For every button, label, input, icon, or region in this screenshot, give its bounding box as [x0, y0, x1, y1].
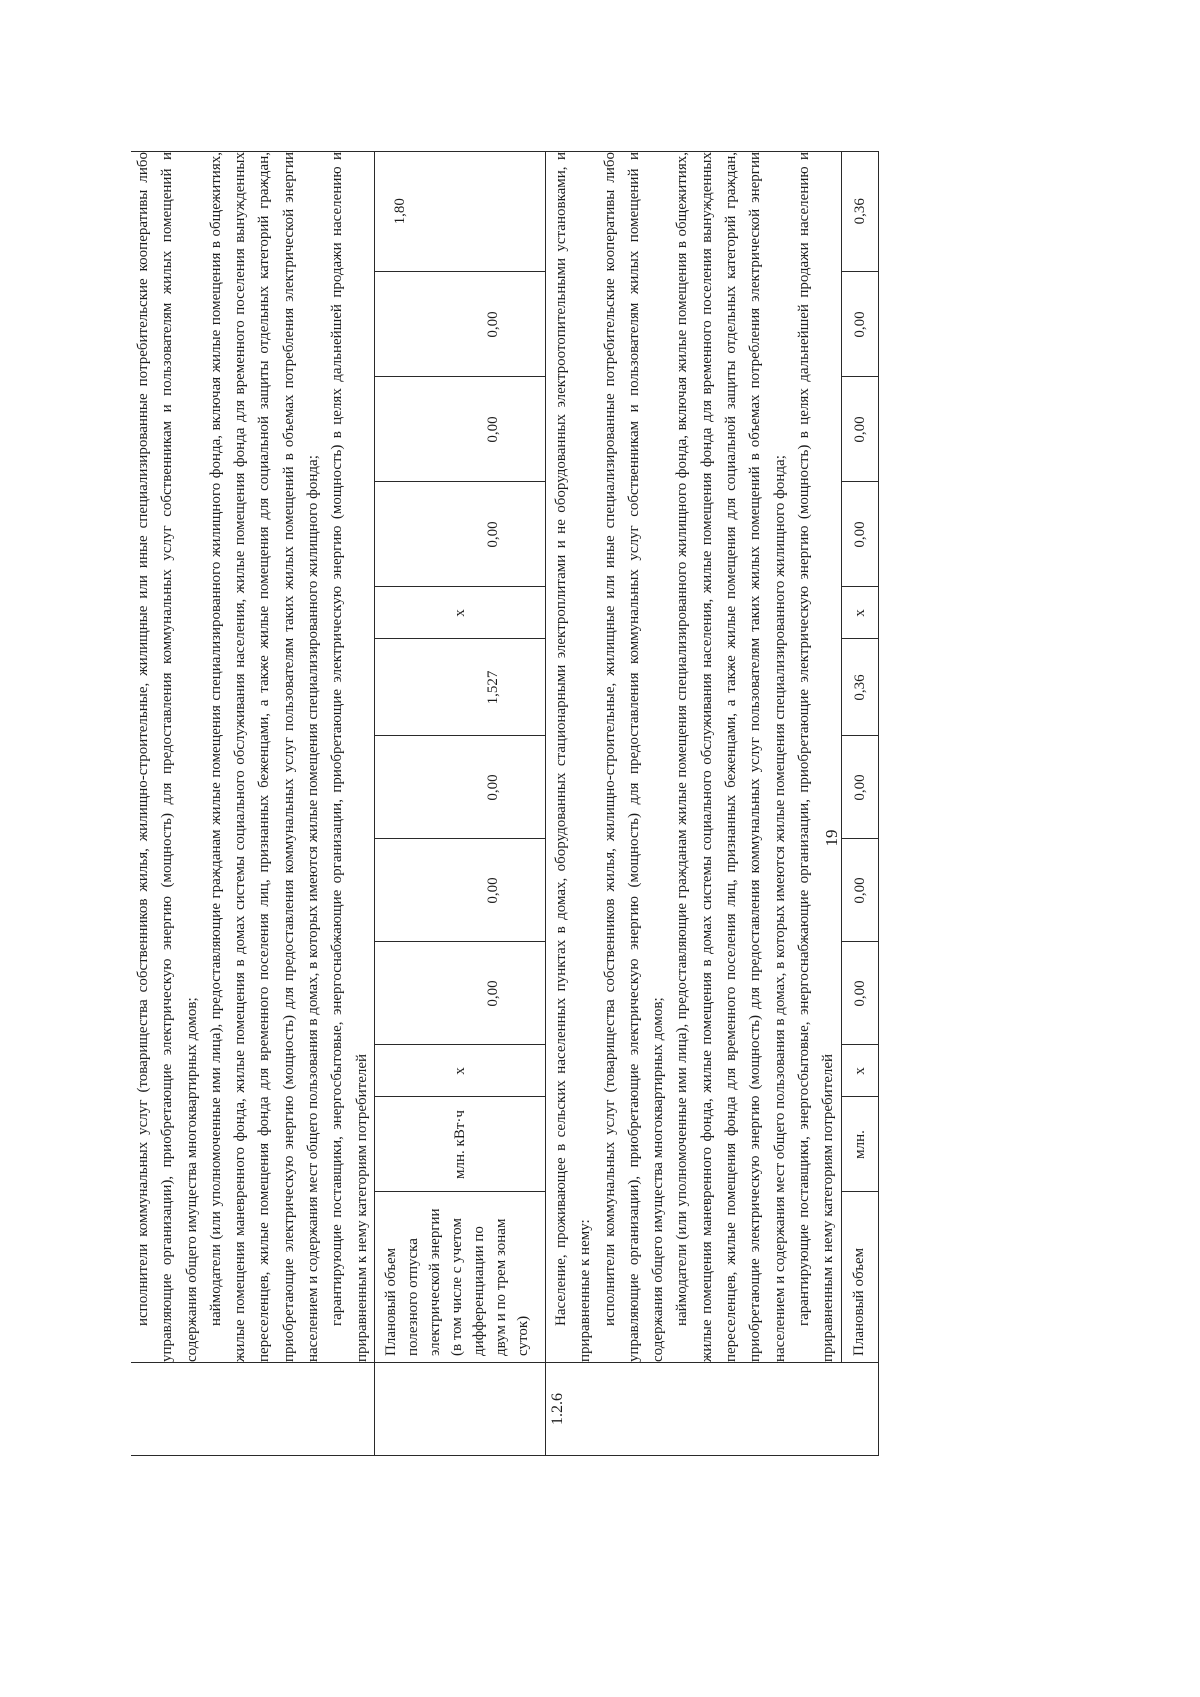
- value-cell: 1,80: [375, 151, 545, 272]
- section-top-indicator-table: [375, 151, 545, 1362]
- section-top-paragraph-3: гарантирующие поставщики, энергосбытовые, энергоснабжающие организации, приобретающие электрическую энергию (мощность) в целях дальнейшей продажи населению и приравненным к нему категориям потребителей: [329, 152, 370, 1362]
- section-top-paragraph-2: наймодатели (или уполномоченные ими лица), предоставляющие гражданам жилые помещения специализированного жилищного фонда, включая жилые помещения в общежитиях, жилые помещения маневренного фонда, жилые помещения в домах системы социального обслуживания населения, жилые помещения фонда для временного поселения вынужденных переселенцев, жилые помещения фонда для временного поселения лиц, признанных беженцами, а также жилые помещения для социальной защиты отдельных категорий граждан, приобретающие электрическую энергию (мощность) для предоставления коммунальных услуг пользователям таких жилых помещений в объемах потребления электрической энергии населением и содержания мест общего пользования в домах, в которых имеются жилые помещения специализированного жилищного фонда;: [207, 152, 322, 1362]
- tariff-table: [131, 151, 879, 1456]
- section-126-paragraph-4: гарантирующие поставщики, энергосбытовые, энергоснабжающие организации, приобретающие электрическую энергию (мощность) в целях дальнейшей продажи населению и приравненным к нему категориям потребителей: [795, 152, 837, 1362]
- value-cell: 0,00: [441, 942, 545, 1045]
- indicator-unit: млн. кВт·ч: [375, 1097, 545, 1192]
- section-126-description-row: [545, 152, 841, 1456]
- value-cell: [375, 639, 441, 736]
- indicator-unit: млн.: [842, 1097, 878, 1192]
- section-126-indicator-table: [842, 151, 878, 1362]
- section-top-indicator-number-cell: [374, 1363, 545, 1456]
- value-cell: 0,36: [842, 639, 878, 736]
- value-cell: [375, 377, 441, 482]
- value-cell: 0,00: [842, 942, 878, 1045]
- value-cell: [375, 272, 441, 377]
- value-cell: х: [842, 587, 878, 639]
- value-cell: 0,00: [842, 839, 878, 942]
- value-cell: 0,00: [441, 377, 545, 482]
- section-126-indicator-cell: [841, 152, 878, 1363]
- value-cell: 0,00: [842, 736, 878, 839]
- value-cell: 0,00: [441, 839, 545, 942]
- section-top-number-cell: [131, 1363, 374, 1456]
- value-cell: 1,527: [441, 639, 545, 736]
- indicator-name: Плановый объем: [850, 1247, 867, 1356]
- section-126-indicator-row: [841, 152, 878, 1456]
- value-cell: 0,00: [842, 272, 878, 377]
- section-top-indicator-row: [374, 152, 545, 1456]
- value-cell: [375, 482, 441, 587]
- value-cell: 0,00: [441, 272, 545, 377]
- section-top-description: [131, 152, 374, 1363]
- value-cell: [375, 839, 441, 942]
- value-cell: 0,36: [842, 151, 878, 272]
- section-top-paragraph-1: исполнители коммунальных услуг (товарищества собственников жилья, жилищно-строительные, жилищные или иные специализированные потребительские кооперативы либо управляющие организации), приобретающие электрическую энергию (мощность) для предоставления коммунальных услуг собственникам и пользователям жилых помещений и содержания общего имущества многоквартирных домов;: [135, 152, 200, 1362]
- section-126-paragraph-1: Население, проживающее в сельских населенных пунктах в домах, оборудованных стационарными электроплитами и не оборудованных электроотопительными установками, и приравненные к нему:: [552, 152, 594, 1362]
- value-cell: [375, 736, 441, 839]
- value-cell: х: [842, 1045, 878, 1097]
- section-126-description: [545, 152, 841, 1363]
- page-number: 19: [822, 829, 841, 847]
- section-top-description-row: [131, 152, 374, 1456]
- section-126-paragraph-2: исполнители коммунальных услуг (товарищества собственников жилья, жилищно-строительные, жилищные или иные специализированные потребительские кооперативы либо управляющие организации), приобретающие электрическую энергию (мощность) для предоставления коммунальных услуг собственникам и пользователям жилых помещений и содержания общего имущества многоквартирных домов;: [601, 152, 667, 1362]
- tariff-table-sheet: [131, 152, 1091, 1456]
- value-cell: [375, 942, 441, 1045]
- section-top-indicator-cell: [374, 152, 545, 1363]
- value-cell: 0,00: [842, 377, 878, 482]
- indicator-name: Плановый объем полезного отпуска электрической энергии (в том числе с учетом дифференциации по двум и по трем зонам суток): [382, 1208, 531, 1356]
- value-cell: х: [375, 1045, 545, 1097]
- section-126-paragraph-3: наймодатели (или уполномоченные ими лица), предоставляющие гражданам жилые помещения специализированного жилищного фонда, включая жилые помещения в общежитиях, жилые помещения маневренного фонда, жилые помещения в домах системы социального обслуживания населения, жилые помещения фонда для временного поселения вынужденных переселенцев, жилые помещения фонда для временного поселения лиц, признанных беженцами, а также жилые помещения для социальной защиты отдельных категорий граждан, приобретающие электрическую энергию (мощность) для предоставления коммунальных услуг пользователям таких жилых помещений в объемах потребления электрической энергии населением и содержания мест общего пользования в домах, в которых имеются жилые помещения специализированного жилищного фонда;: [674, 152, 788, 1362]
- section-126-number: 1.2.6: [545, 1363, 878, 1456]
- value-cell: х: [375, 587, 545, 639]
- value-cell: 0,00: [441, 482, 545, 587]
- value-cell: 0,00: [842, 482, 878, 587]
- value-cell: 0,00: [441, 736, 545, 839]
